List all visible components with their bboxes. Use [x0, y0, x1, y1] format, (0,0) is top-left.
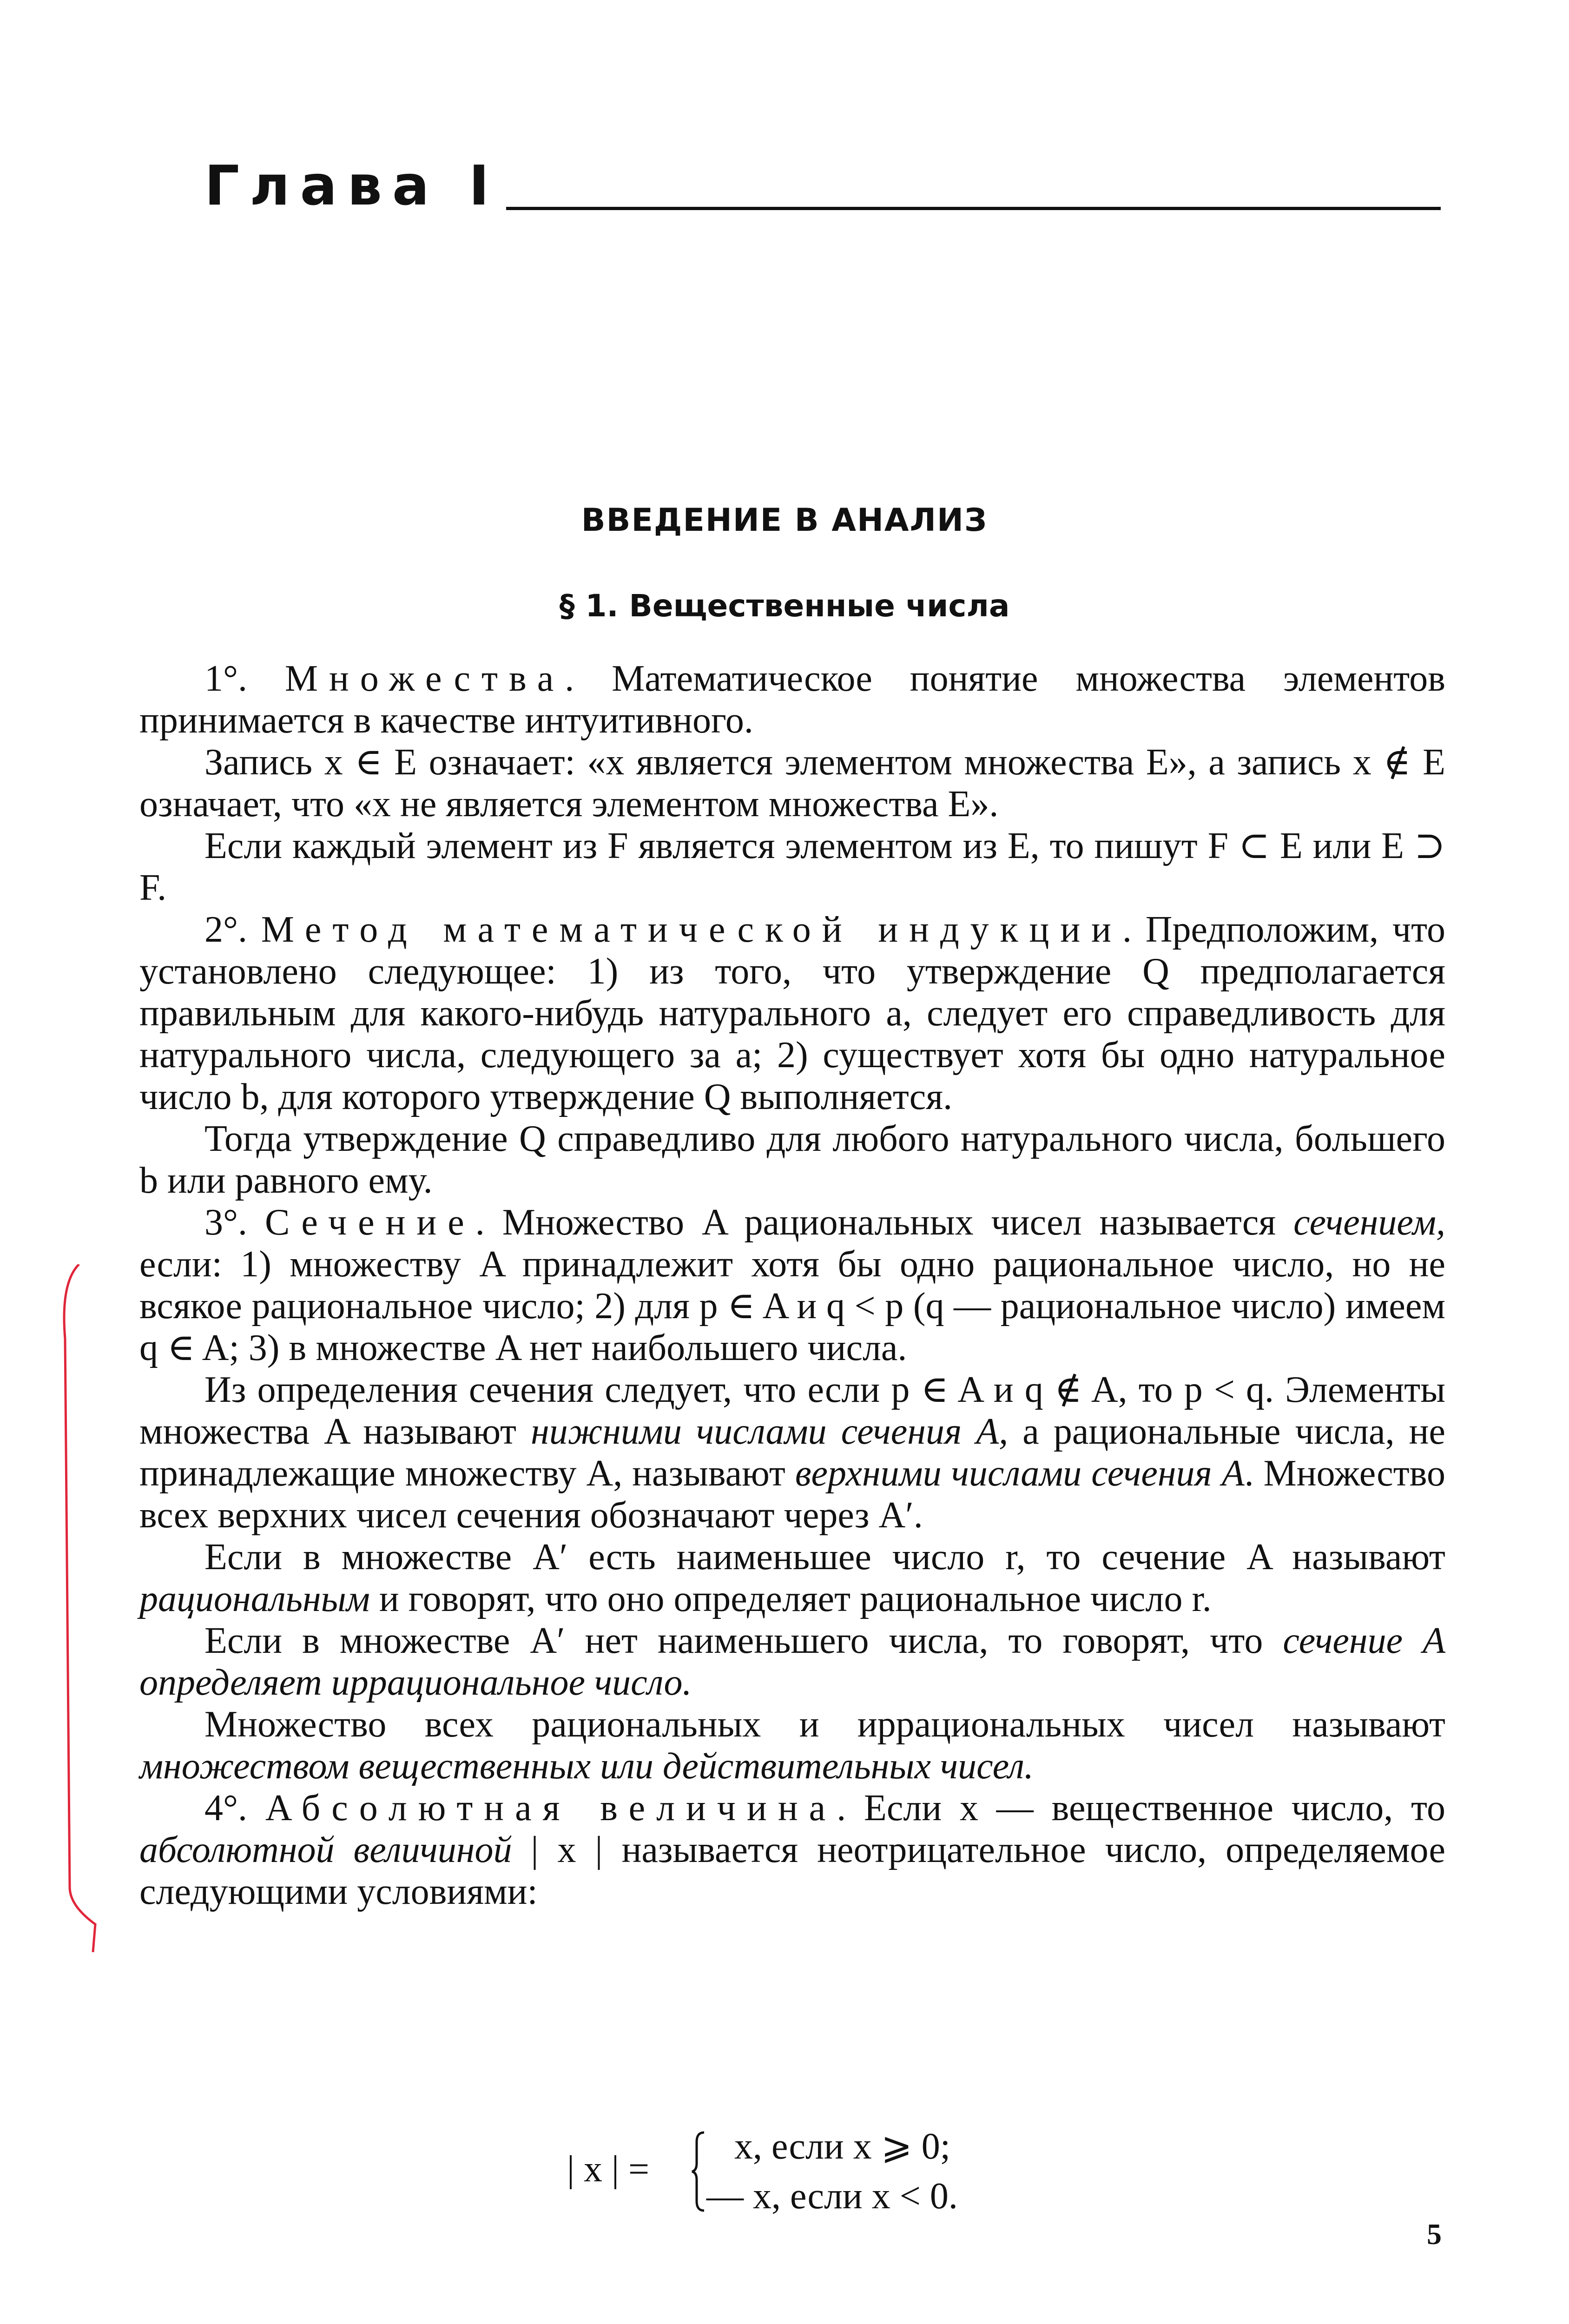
red-margin-mark	[51, 1264, 107, 1952]
paragraph-induction	[139, 909, 1445, 1118]
paragraph-text: Запись x ∈ E означает: «x является элементом множества E», а запись x ∉ E означает, что «x не является элементом множества E».	[139, 742, 1445, 825]
paragraph-text: . Предположим, что установлено следующее: 1) из того, что утверждение Q предполагается правильным для какого-нибудь натурального a, следует его справедливость для натурального числа, следующего за a; 2) существует хотя бы одно натуральное число b, для которого утверждение Q выполняется.	[139, 909, 1446, 1117]
emphasis: верхними числами сечения A	[795, 1453, 1245, 1494]
item-number: 3°.	[204, 1202, 265, 1243]
paragraph-text: и говорят, что оно определяет рациональное число r.	[369, 1578, 1212, 1619]
chapter-heading	[204, 153, 1441, 218]
item-term: Сечение	[265, 1202, 475, 1243]
paragraph-sets	[139, 658, 1445, 741]
paragraph-subset	[139, 825, 1445, 909]
paragraph-text: Множество всех рациональных и иррациональных чисел называют	[204, 1704, 1445, 1745]
formula-lhs: | x | =	[567, 2149, 650, 2190]
emphasis: сечение A определяет иррациональное число.	[139, 1620, 1445, 1703]
formula-case-negative: — x, если x < 0.	[706, 2176, 958, 2217]
emphasis: рациональным	[139, 1578, 370, 1619]
paragraph-cut-numbers	[139, 1369, 1445, 1536]
paragraph-text: | x | называется неотрицательное число, определяемое следующими условиями:	[139, 1829, 1445, 1912]
paragraph-cut	[139, 1202, 1445, 1369]
item-term: Множества	[284, 658, 565, 699]
paragraph-text: . Если x — вещественное число, то	[837, 1788, 1446, 1829]
paragraph-text: Тогда утверждение Q справедливо для любого натурального числа, большего b или равного ему.	[139, 1118, 1445, 1201]
item-number: 4°.	[204, 1788, 265, 1829]
paragraph-real-numbers	[139, 1703, 1445, 1787]
paragraph-text: . Множество всех верхних чисел сечения обозначают через A′.	[139, 1453, 1445, 1536]
item-term: Метод математической индукции	[261, 909, 1122, 950]
formula-case-nonnegative: x, если x ⩾ 0;	[734, 2126, 950, 2167]
left-brace-icon	[690, 2131, 706, 2212]
paragraph-text: Если в множестве A′ есть наименьшее число r, то сечение A называют	[204, 1537, 1445, 1578]
item-number: 1°.	[204, 658, 285, 699]
paragraph-text: Из определения сечения следует, что если p ∈ A и q ∉ A, то p < q. Элементы множества A называют	[139, 1369, 1445, 1452]
paragraph-text: Если каждый элемент из F является элементом из E, то пишут F ⊂ E или E ⊃ F.	[139, 825, 1445, 908]
paragraph-absolute-value	[139, 1787, 1445, 1913]
emphasis: абсолютной величиной	[139, 1829, 512, 1870]
chapter-rule	[506, 207, 1441, 210]
emphasis: множеством вещественных или действительных чисел.	[139, 1746, 1034, 1787]
emphasis: нижними числами сечения A,	[531, 1411, 1009, 1452]
paragraph-text: Если в множестве A′ нет наименьшего числа, то говорят, что	[204, 1620, 1283, 1661]
paragraph-text: а рациональные числа, не принадлежащие множеству A, называют	[139, 1411, 1446, 1494]
section-title: § 1. Вещественные числа	[559, 588, 1010, 624]
paragraph-irrational-cut	[139, 1620, 1445, 1703]
paragraph-text: . Математическое понятие множества элементов принимается в качестве интуитивного.	[139, 658, 1445, 741]
paragraph-rational-cut	[139, 1536, 1445, 1620]
page-number: 5	[1427, 2218, 1442, 2251]
absolute-value-formula	[567, 2124, 1125, 2217]
chapter-title: Глава I	[204, 153, 500, 218]
emphasis: сечением,	[1293, 1202, 1445, 1243]
paragraph-text: если: 1) множеству A принадлежит хотя бы одно рациональное число, но не всякое рациональное число; 2) для p ∈ A и q < p (q — рациональное число) имеем q ∈ A; 3) в множестве A нет наибольшего числа.	[139, 1244, 1445, 1368]
part-title: ВВЕДЕНИЕ В АНАЛИЗ	[581, 502, 988, 539]
paragraph-text: . Множество A рациональных чисел называется	[475, 1202, 1294, 1243]
item-term: Абсолютная величина	[265, 1788, 837, 1829]
paragraph-induction-conclusion	[139, 1118, 1445, 1202]
item-number: 2°.	[204, 909, 261, 950]
body-text	[139, 658, 1445, 1913]
paragraph-membership	[139, 741, 1445, 825]
